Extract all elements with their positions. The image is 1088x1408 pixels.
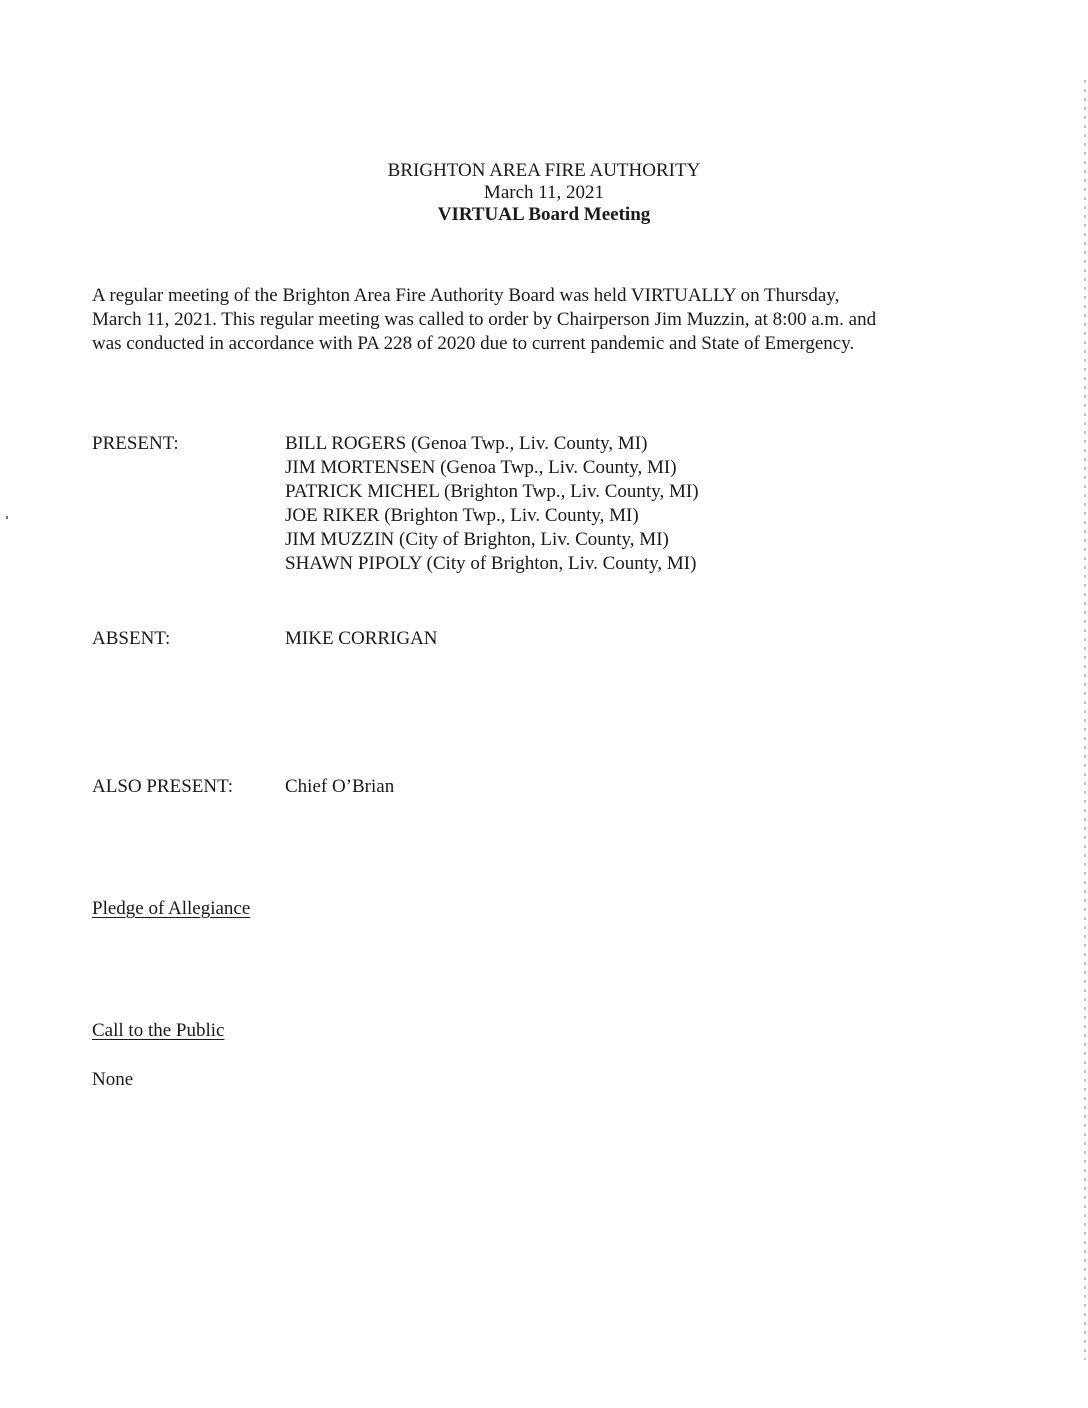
scan-edge-artifact (1084, 80, 1086, 1360)
present-member: BILL ROGERS (Genoa Twp., Liv. County, MI) (285, 433, 648, 454)
intro-line: was conducted in accordance with PA 228 of 2020 due to current pandemic and State of Emergency. (92, 333, 855, 354)
present-label: PRESENT: (92, 433, 179, 454)
call-to-public-heading: Call to the Public (92, 1020, 225, 1041)
meeting-date: March 11, 2021 (483, 182, 605, 203)
document-header (0, 160, 1088, 226)
call-to-public-body: None (92, 1069, 134, 1090)
absent-label: ABSENT: (92, 628, 171, 649)
present-list (285, 432, 699, 576)
intro-paragraph (92, 284, 1012, 356)
absent-member: MIKE CORRIGAN (285, 628, 438, 649)
intro-line: March 11, 2021. This regular meeting was called to order by Chairperson Jim Muzzin, at 8:00 a.m. and (92, 309, 877, 330)
meeting-type: VIRTUAL Board Meeting (437, 204, 651, 225)
present-member: JOE RIKER (Brighton Twp., Liv. County, MI) (285, 505, 639, 526)
also-present-member: Chief O’Brian (285, 776, 395, 797)
also-present-label: ALSO PRESENT: (92, 776, 234, 797)
organization-name: BRIGHTON AREA FIRE AUTHORITY (387, 160, 701, 181)
present-member: PATRICK MICHEL (Brighton Twp., Liv. County, MI) (285, 481, 699, 502)
scan-speck (6, 516, 8, 519)
present-member: JIM MORTENSEN (Genoa Twp., Liv. County, MI) (285, 457, 677, 478)
pledge-heading: Pledge of Allegiance (92, 898, 251, 919)
present-member: JIM MUZZIN (City of Brighton, Liv. County, MI) (285, 529, 669, 550)
intro-line: A regular meeting of the Brighton Area Fire Authority Board was held VIRTUALLY on Thursday, (92, 285, 840, 306)
present-member: SHAWN PIPOLY (City of Brighton, Liv. County, MI) (285, 553, 697, 574)
